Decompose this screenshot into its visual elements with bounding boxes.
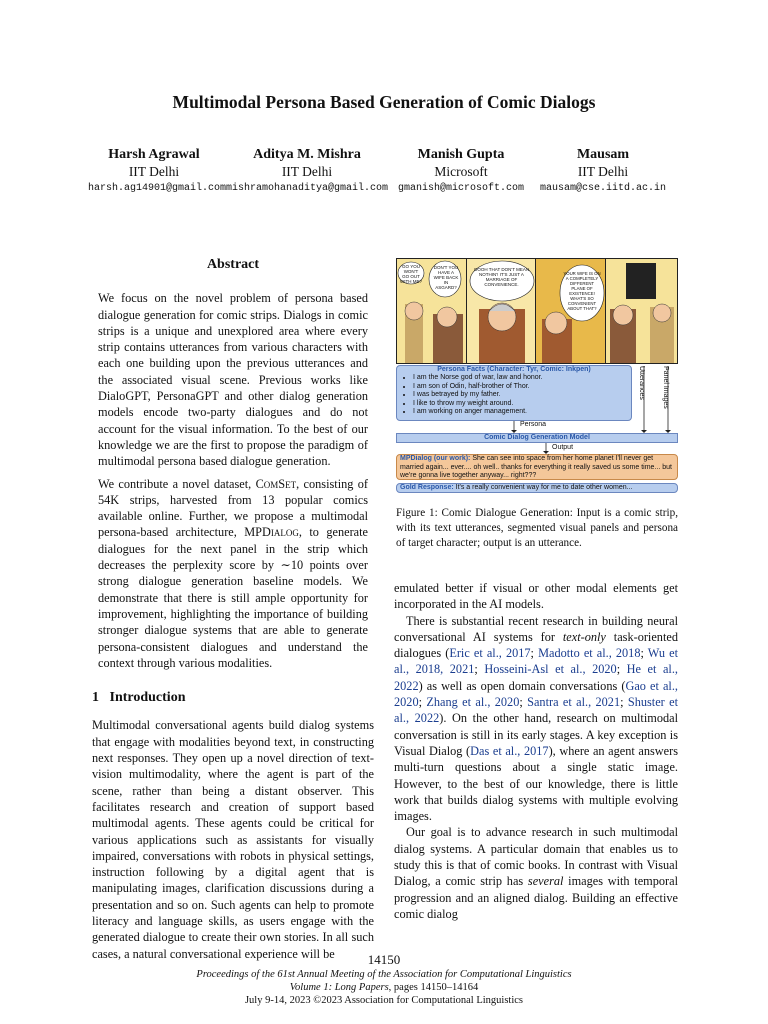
text-span: ). On the other hand, research on multimodal conversation is still in its early stages. A key exception is Visual Dialog ( [394, 711, 679, 758]
author-name: Mausam [576, 147, 630, 162]
body-paragraph: There is substantial recent research in building neural conversational AI systems for text-only task-oriented dialogues (Eric et al., 2017; Madotto et al., 2018; Wu et al., 2018, 2021; Hosseini-Asl et al., 2020; He et al., 2022) as well as open domain conversations (Gao et al., 2020; Zhang et al., 2020; Santra et al., 2021; Shuster et al., 2022). On the other hand, research on multimodal conversation is still in its early stages. A key exception is Visual Dialog (Das et al., 2017), where an agent answers multi-turn questions about a single static image. However, to the best of our knowledge, there is little work that builds dialog systems with multiple evolving images. [394, 613, 679, 824]
persona-fact: • I was betrayed by my father. [413, 391, 631, 399]
speech-bubble: YOUR WIFE IS ON A COMPLETELY DIFFERENT PLANE OF EXISTENCE! WHAT'S SO CONVENIENT ABOUT THAT? [563, 271, 601, 311]
author-affiliation: IIT Delhi [128, 164, 180, 179]
citation-link[interactable]: Zhang et al., 2020 [426, 695, 520, 710]
comic-panel [467, 259, 537, 363]
persona-header: Persona Facts (Character: Tyr, Comic: Inkpen) [437, 366, 591, 373]
output-label: Output [552, 444, 574, 451]
emphasis: text-only [562, 629, 606, 644]
footer-proceedings: Proceedings of the 61st Annual Meeting of the Association for Computational Linguistics [196, 969, 572, 980]
volume-title: Volume 1: Long Papers [289, 982, 389, 993]
speech-bubble: OOOH THAT DON'T MEAN NOTHIN'! IT'S JUST A MARRIAGE OF CONVENIENCE. [473, 267, 530, 287]
footer-volume [0, 981, 768, 994]
author-block [534, 146, 672, 198]
author-block [226, 146, 388, 198]
body-paragraph: emulated better if visual or other modal elements get incorporated in the AI models. [394, 581, 678, 612]
figure-1 [396, 258, 678, 498]
model-name: MPDialog [244, 525, 299, 540]
section-heading [92, 690, 374, 706]
citation-link[interactable]: He et al., 2022 [394, 662, 678, 693]
footer-copyright: July 9-14, 2023 ©2023 Association for Computational Linguistics [244, 995, 524, 1006]
author-email[interactable]: harsh.ag14901@gmail.com [88, 183, 227, 194]
comic-panel [606, 259, 677, 363]
citation-link[interactable]: Hosseini-Asl et al., 2020 [484, 662, 617, 677]
persona-fact: • I like to throw my weight around. [413, 400, 631, 408]
abstract-section [92, 257, 374, 962]
author-affiliation: IIT Delhi [281, 164, 333, 179]
text-span: ) as well as open domain conversations ( [418, 678, 626, 693]
comic-strip [396, 258, 678, 364]
author-name: Harsh Agrawal [108, 147, 200, 162]
author-name: Aditya M. Mishra [253, 147, 361, 162]
emphasis: several [527, 874, 564, 889]
paper-title: Multimodal Persona Based Generation of Comic Dialogs [172, 92, 596, 112]
mpdialog-label: MPDialog (our work): [400, 455, 471, 462]
intro-paragraph: Multimodal conversational agents build dialog systems that engage with modalities beyond text, in constructing next responses. They open up a novel direction of text-vision multimodality, where the agent is part of the scene, rather than being a distant observer. This facilitates research and creation of support based multimodal agents. These agents could be critical for various applications such as assistants for visually impaired, conversations with robots in physical settings, instruction following by a digital agent that is manipulating images, clarification discussions during a presentation and so on. Such agents can help to promote literacy and language skills, as users engage with the generated dialogue to create their own stories. In all such cases, a natural conversational experience will be [92, 718, 374, 961]
speech-bubble: GO YOU WON'T GO OUT WITH ME? [400, 264, 422, 284]
citation-link[interactable]: Das et al., 2017 [470, 743, 549, 758]
gold-response-box [396, 483, 678, 493]
persona-fact: • I am son of Odin, half-brother of Thor. [413, 383, 631, 391]
panel-images-label: Panel Images [662, 366, 669, 409]
author-block [88, 146, 227, 198]
section-title: Introduction [109, 690, 186, 706]
persona-fact: • I am working on anger management. [413, 408, 631, 416]
text-span: images with temporal progression and an aligned dialog. Building an effective comic dialog [394, 874, 679, 921]
text-span: We contribute a novel dataset, [98, 476, 256, 491]
citation-link[interactable]: Santra et al., 2021 [527, 695, 621, 710]
model-box: Comic Dialog Generation Model [396, 433, 678, 443]
mpdialog-response-box [396, 454, 678, 480]
figure-caption: Figure 1: Comic Dialogue Generation: Input is a comic strip, with its text utterances, segmented visual panels and persona of target character; output is an utterance. [396, 507, 678, 549]
abstract-paragraph [98, 476, 368, 672]
speech-bubble: DON'T YOU HAVE A WIFE BACK IN ASGARD? [433, 265, 459, 290]
panel-art [606, 259, 677, 363]
utterances-label: Utterances [638, 366, 645, 400]
persona-label: Persona [520, 421, 547, 428]
citation-link[interactable]: Madotto et al., 2018 [538, 646, 641, 661]
abstract-heading: Abstract [206, 257, 260, 272]
citation-link[interactable]: Gao et al., 2020 [394, 678, 678, 710]
section-number: 1 [92, 690, 99, 706]
persona-fact: • I am the Norse god of war, law and honor. [413, 374, 631, 382]
author-email[interactable]: mausam@cse.iitd.ac.in [539, 183, 667, 194]
text-span: task-oriented dialogues ( [394, 629, 678, 661]
page-range: , pages 14150–14164 [388, 982, 479, 993]
author-affiliation: Microsoft [434, 164, 488, 179]
text-span: , consisting of 54K strips, harvested from 13 popular comics available online. Further, we propose a multimodal persona-based architecture, [98, 476, 368, 540]
text-span: Our goal is to advance research in such multimodal dialog systems. A particular domain that enables us to study this is that of comic books. In contrast with Visual Dialog, a comic strip has [394, 825, 678, 889]
author-block [393, 146, 529, 198]
text-span: There is substantial recent research in building neural conversational AI systems for [394, 613, 678, 644]
author-name: Manish Gupta [417, 147, 505, 162]
citation-link[interactable]: Eric et al., 2017 [449, 646, 531, 661]
dataset-name: ComSet [255, 476, 297, 491]
author-email[interactable]: mishramohanaditya@gmail.com [226, 183, 389, 194]
citation-link[interactable]: Shuster et al., 2022 [394, 695, 678, 726]
text-span: ), where an agent answers multi-turn questions about a single static image. However, to the best of our knowledge, there is little work that builds dialog systems with multiple evolving images. [394, 743, 679, 824]
mpdialog-text: She can see into space from her home planet I'll never get married again... ever.... oh well.. thanks for everything it really saved us some time... but we're gonna live together anyway... right??? [400, 455, 672, 480]
comic-panel [397, 259, 467, 363]
abstract-paragraph: We focus on the novel problem of persona based dialogue generation for comic strips. Dialogs in comic strips is a unique and unexplored area where every strip contains utterances from various characters with each one building upon the previous utterances and the associated visual scene. Previous works like DialoGPT, PersonaGPT and other dialog generation models encode two-party dialogues and do not account for the visual information. To the best of our knowledge we are the first to propose the paradigm of multimodal persona based dialogue generation. [98, 291, 368, 469]
text-span: , to generate dialogues for the next panel in the strip which decreases the perplexity score by ∼10 points over strong dialogue generation baseline models. We demonstrate that there is still ample opportunity for improvement, highlighting the importance of building stronger dialogue systems that are able to generate persona-consistent dialogues and understand the context through various modalities. [98, 525, 368, 670]
gold-text: It's a really convenient way for me to date other women... [453, 484, 633, 491]
right-column [394, 580, 678, 922]
comic-panel [536, 259, 606, 363]
author-affiliation: IIT Delhi [577, 164, 629, 179]
gold-label: Gold Response: [400, 484, 454, 491]
author-email[interactable]: gmanish@microsoft.com [397, 183, 525, 194]
abstract-body [92, 290, 374, 671]
body-paragraph [394, 824, 678, 922]
citation-link[interactable]: Wu et al., 2018, 2021 [394, 646, 678, 677]
page-number: 14150 [367, 952, 401, 967]
